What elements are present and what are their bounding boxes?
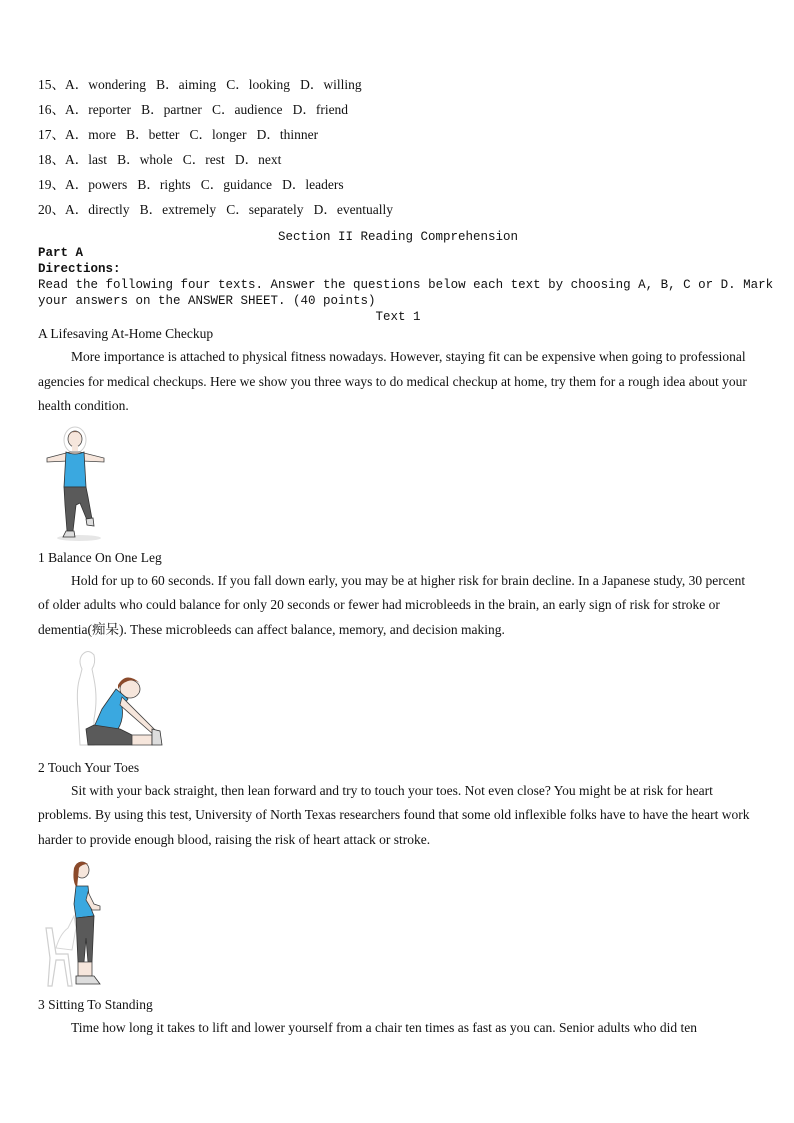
option-d: D．friend [292, 102, 349, 117]
legs [132, 735, 152, 745]
item-3-body: Time how long it takes to lift and lower yourself from a chair ten times as fast as you can. Senior adults who did ten [71, 1020, 698, 1036]
directions-line-1: Read the following four texts. Answer the questions below each text by choosing A, B, C or D. Mark [38, 278, 774, 292]
option-a: A．more [65, 127, 116, 142]
option-d: D．willing [300, 77, 362, 92]
head [68, 431, 82, 447]
question-16 [38, 102, 758, 127]
chair [46, 928, 72, 986]
arms [120, 697, 156, 735]
part-label: Part A [38, 246, 84, 260]
text-label: Text 1 [375, 310, 421, 324]
option-b: B．partner [141, 102, 202, 117]
balance-on-one-leg-figure [42, 425, 112, 543]
option-c: C．separately [226, 202, 304, 217]
document-page [38, 77, 774, 1041]
pants [76, 916, 94, 962]
shirt [64, 452, 86, 487]
item-2-body: Sit with your back straight, then lean forward and try to touch your toes. Not even close? You might be at risk for heart problems. By using this test, University of North Texas researchers found that some old inflexible folks have to have the heart work harder to provide enough blood, raising the risk of heart attack or stroke. [38, 782, 750, 847]
sitting-to-standing-figure [42, 858, 112, 990]
item-2-heading: 2 Touch Your Toes [38, 759, 140, 775]
option-c: C．longer [189, 127, 247, 142]
option-a: A．wondering [65, 77, 146, 92]
question-number: 16、 [38, 102, 65, 117]
article-title: A Lifesaving At-Home Checkup [38, 326, 214, 341]
question-number: 18、 [38, 152, 65, 167]
article-intro: More importance is attached to physical fitness nowadays. However, staying fit can be expensive when going to professional agencies for medical checkups. Here we show you three ways to do medical checkup at home, try them for a rough idea about your health condition. [38, 349, 747, 414]
question-15 [38, 77, 758, 102]
question-19 [38, 177, 758, 202]
shirt [94, 689, 128, 729]
question-18 [38, 152, 758, 177]
option-b: B．better [126, 127, 180, 142]
shoe [63, 531, 75, 537]
option-b: B．aiming [156, 77, 217, 92]
option-a: A．directly [65, 202, 130, 217]
item-1-body: Hold for up to 60 seconds. If you fall down early, you may be at higher risk for brain decline. In a Japanese study, 30 percent of older adults who could balance for only 20 seconds or fewer had microbleeds in the brain, an early sign of risk for stroke or dementia(痴呆). These microbleeds can affect balance, memory, and decision making. [38, 572, 746, 637]
question-number: 15、 [38, 77, 65, 92]
directions-label: Directions: [38, 262, 121, 276]
option-b: B．whole [117, 152, 173, 167]
option-c: C．audience [211, 102, 283, 117]
question-number: 20、 [38, 202, 65, 217]
option-c: C．looking [226, 77, 291, 92]
section-title: Section II Reading Comprehension [277, 230, 519, 244]
item-3-heading: 3 Sitting To Standing [38, 997, 153, 1013]
neck [72, 446, 78, 451]
legs [78, 962, 92, 976]
question-20 [38, 202, 758, 228]
touch-your-toes-figure [72, 649, 167, 753]
option-a: A．powers [65, 177, 128, 192]
question-17 [38, 127, 758, 152]
option-d: D．leaders [282, 177, 344, 192]
option-d: D．thinner [256, 127, 319, 142]
ghost-figure [56, 916, 76, 950]
shoes [76, 976, 100, 984]
item-1-heading: 1 Balance On One Leg [38, 549, 162, 565]
question-number: 17、 [38, 127, 65, 142]
option-c: C．guidance [200, 177, 272, 192]
question-number: 19、 [38, 177, 65, 192]
pants [86, 725, 132, 745]
shoe [86, 518, 94, 526]
shoe [152, 729, 162, 745]
option-d: D．eventually [313, 202, 394, 217]
option-a: A．last [65, 152, 107, 167]
directions-line-2: your answers on the ANSWER SHEET. (40 points) [38, 294, 376, 308]
option-b: B．extremely [139, 202, 217, 217]
option-d: D．next [234, 152, 282, 167]
option-a: A．reporter [65, 102, 131, 117]
question-list [38, 77, 758, 228]
option-b: B．rights [137, 177, 191, 192]
option-c: C．rest [182, 152, 225, 167]
